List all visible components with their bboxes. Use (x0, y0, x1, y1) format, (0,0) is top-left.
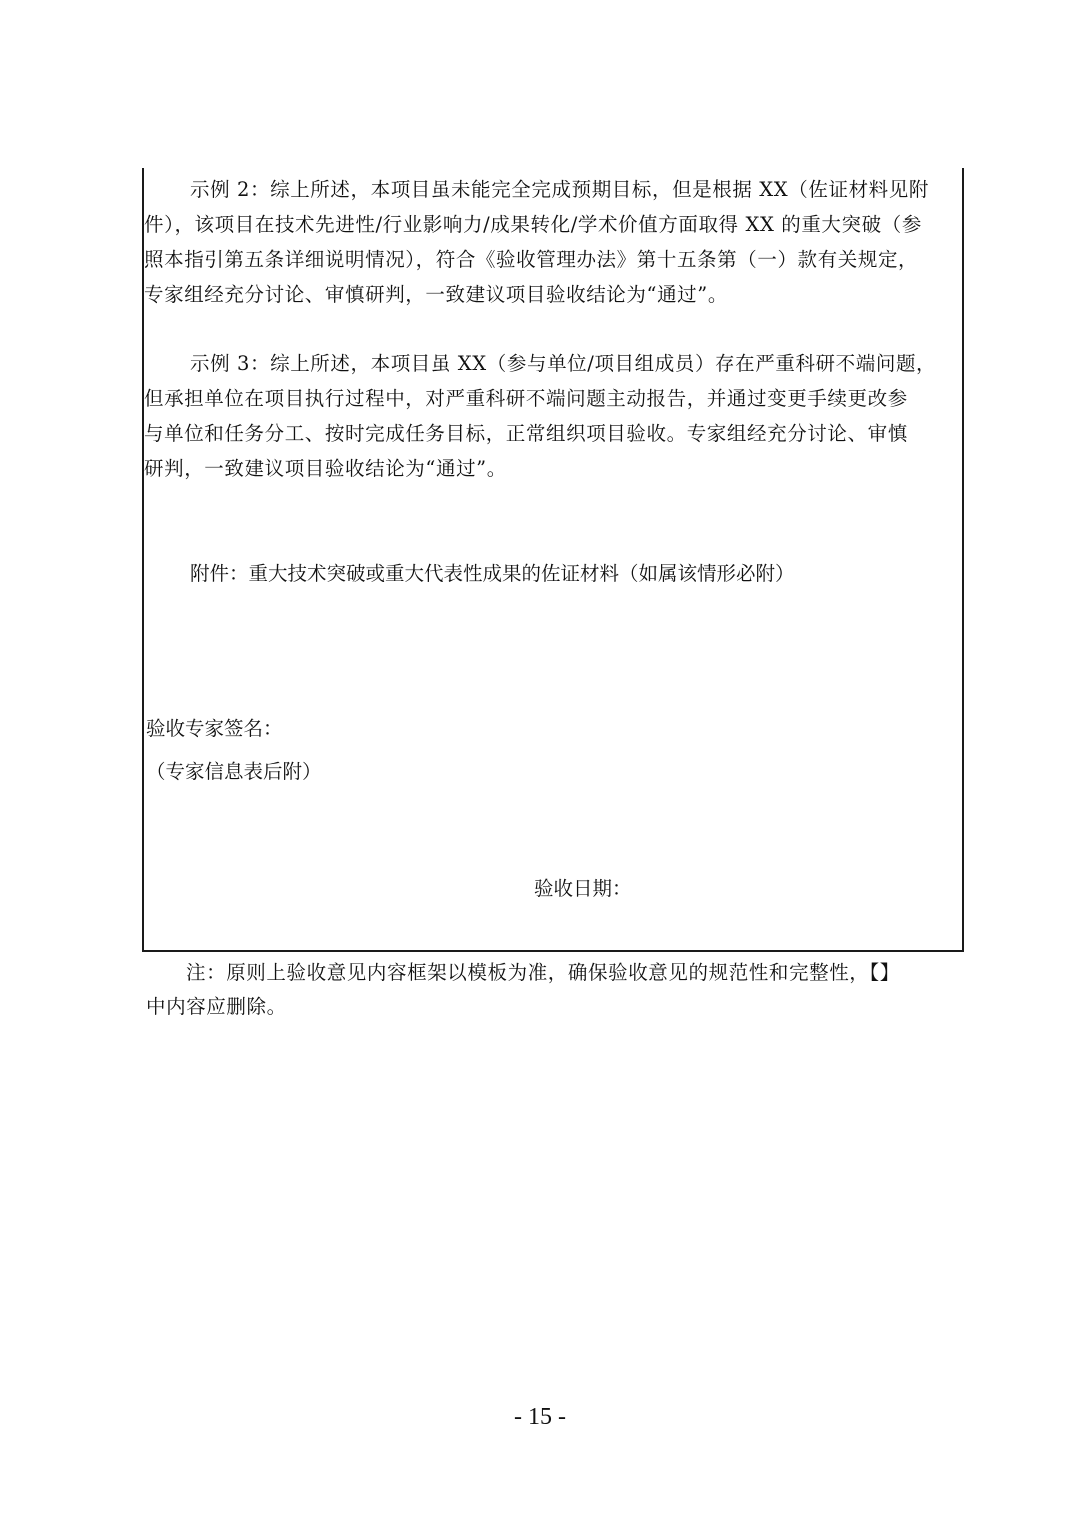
expert-signature-label: 验收专家签名： (146, 717, 283, 740)
example-3-paragraph (144, 346, 962, 486)
example-3-line: 研判，一致建议项目验收结论为“通过”。 (144, 457, 507, 480)
example-2-paragraph (144, 172, 962, 312)
example-3-line: 但承担单位在项目执行过程中，对严重科研不端问题主动报告，并通过变更手续更改参 (144, 387, 908, 410)
example-2-line: 示例 2：综上所述，本项目虽未能完全完成预期目标，但是根据 XX（佐证材料见附 (190, 178, 929, 201)
acceptance-opinion-box (142, 168, 964, 952)
example-2-line: 专家组经充分讨论、审慎研判，一致建议项目验收结论为“通过”。 (144, 283, 728, 306)
example-3-line: 与单位和任务分工、按时完成任务目标，正常组织项目验收。专家组经充分讨论、审慎 (144, 422, 908, 445)
example-2-line: 照本指引第五条详细说明情况），符合《验收管理办法》第十五条第（一）款有关规定， (144, 248, 919, 271)
footnote-line: 中内容应删除。 (146, 995, 287, 1018)
attachment-note: 附件：重大技术突破或重大代表性成果的佐证材料（如属该情形必附） (190, 562, 795, 585)
page-number: - 15 - (514, 1404, 566, 1430)
acceptance-date-label: 验收日期： (534, 877, 632, 900)
expert-info-note: （专家信息表后附） (146, 760, 322, 783)
footnote-line: 注：原则上验收意见内容框架以模板为准，确保验收意见的规范性和完整性，【】 (186, 961, 900, 984)
example-2-line: 件），该项目在技术先进性/行业影响力/成果转化/学术价值方面取得 XX 的重大突破（参 (144, 213, 922, 236)
example-3-line: 示例 3：综上所述，本项目虽 XX（参与单位/项目组成员）存在严重科研不端问题， (190, 352, 937, 375)
footnote (146, 956, 964, 1024)
